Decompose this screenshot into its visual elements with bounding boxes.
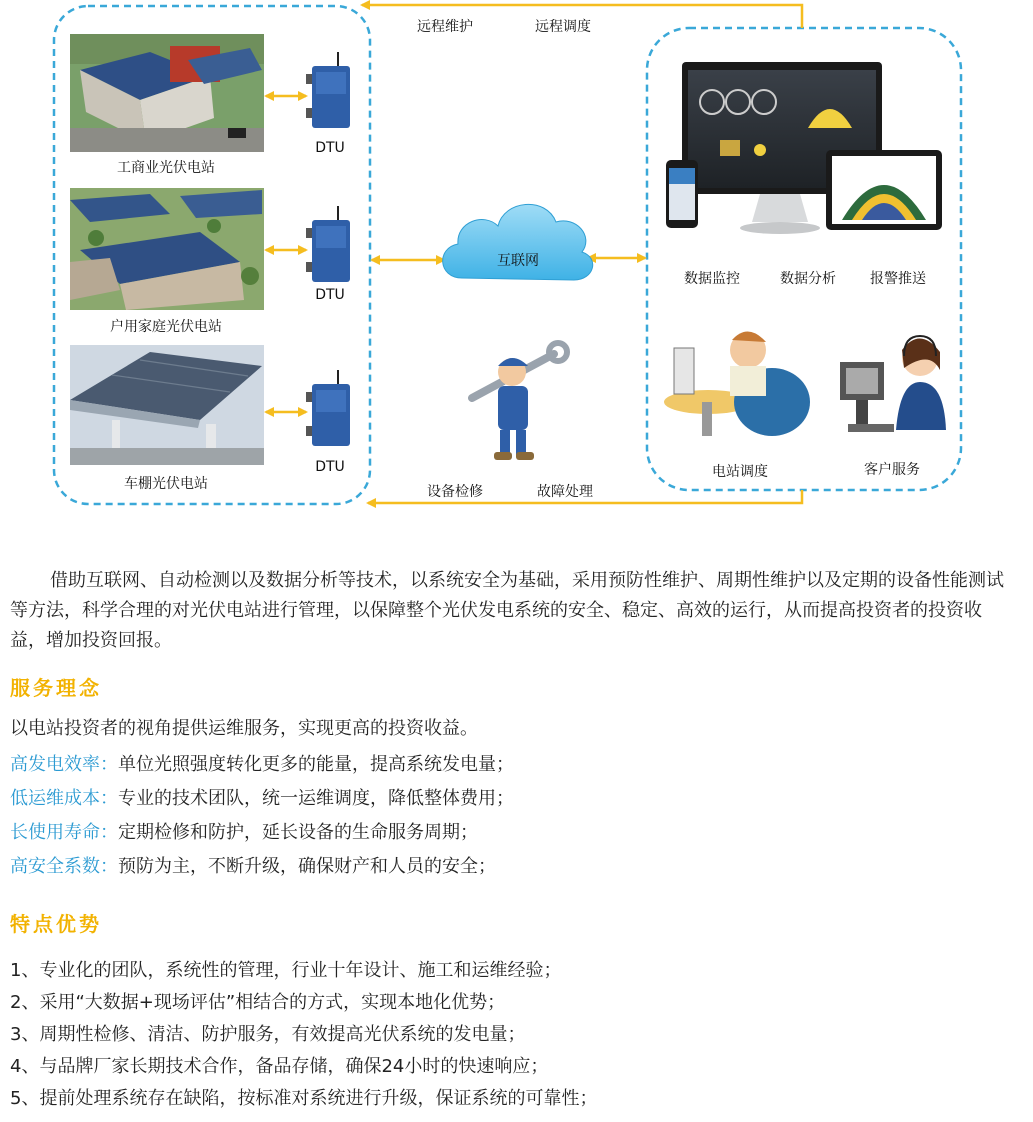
service-label-customer: 客户服务 bbox=[864, 462, 920, 478]
dtu-device-icon-2 bbox=[306, 206, 350, 282]
cloud-label: 互联网 bbox=[497, 253, 539, 269]
service-lead: 以电站投资者的视角提供运维服务，实现更高的投资收益。 bbox=[10, 718, 478, 739]
carport-station-photo bbox=[70, 345, 264, 465]
mechanic-wrench-icon bbox=[472, 343, 567, 460]
service-item-3 bbox=[10, 818, 478, 844]
dtu-label-1: DTU bbox=[315, 140, 345, 156]
residential-station-photo bbox=[70, 188, 264, 310]
feature-item-2: 2、采用“大数据+现场评估”相结合的方式，实现本地化优势； bbox=[10, 992, 506, 1013]
service-item-key: 高安全系数： bbox=[10, 856, 118, 877]
service-item-text: 专业的技术团队，统一运维调度，降低整体费用； bbox=[118, 788, 514, 809]
service-label-dispatch: 电站调度 bbox=[712, 464, 768, 480]
service-item-text: 单位光照强度转化更多的能量，提高系统发电量； bbox=[118, 754, 514, 775]
station-label-commercial: 工商业光伏电站 bbox=[117, 160, 215, 176]
service-heading: 服务理念 bbox=[10, 676, 102, 700]
dtu-label-3: DTU bbox=[315, 459, 345, 475]
dtu-label-2: DTU bbox=[315, 287, 345, 303]
service-item-key: 长使用寿命： bbox=[10, 822, 118, 843]
features-heading: 特点优势 bbox=[10, 912, 102, 936]
service-item-key: 高发电效率： bbox=[10, 754, 118, 775]
right-label-monitoring: 数据监控 bbox=[684, 271, 740, 287]
feature-item-1: 1、专业化的团队，系统性的管理，行业十年设计、施工和运维经验； bbox=[10, 960, 562, 981]
customer-service-person-icon bbox=[840, 336, 946, 432]
tablet-chart-icon bbox=[826, 150, 942, 230]
top-label-remote-dispatch: 远程调度 bbox=[535, 19, 591, 35]
top-label-remote-maintenance: 远程维护 bbox=[417, 19, 473, 35]
service-item-1 bbox=[10, 750, 514, 776]
phone-app-icon bbox=[666, 160, 698, 228]
station-label-carport: 车棚光伏电站 bbox=[124, 476, 208, 492]
feature-item-3: 3、周期性检修、清洁、防护服务，有效提高光伏系统的发电量； bbox=[10, 1024, 526, 1045]
dtu-device-icon-3 bbox=[306, 370, 350, 446]
station-label-residential: 户用家庭光伏电站 bbox=[110, 319, 222, 335]
feature-item-5: 5、提前处理系统存在缺陷，按标准对系统进行升级，保证系统的可靠性； bbox=[10, 1088, 598, 1109]
service-item-key: 低运维成本： bbox=[10, 788, 118, 809]
service-item-text: 定期检修和防护，延长设备的生命服务周期； bbox=[118, 822, 478, 843]
dtu-device-icon-1 bbox=[306, 52, 350, 128]
system-diagram bbox=[0, 0, 1033, 530]
bottom-label-fault: 故障处理 bbox=[537, 484, 593, 500]
service-item-4 bbox=[10, 852, 496, 878]
bottom-label-inspection: 设备检修 bbox=[427, 484, 483, 500]
service-item-2 bbox=[10, 784, 514, 810]
right-label-alarm: 报警推送 bbox=[870, 271, 926, 287]
commercial-station-photo bbox=[70, 34, 264, 152]
feature-item-4: 4、与品牌厂家长期技术合作，备品存储，确保24小时的快速响应； bbox=[10, 1056, 549, 1077]
right-label-analysis: 数据分析 bbox=[780, 271, 836, 287]
dispatcher-person-icon bbox=[664, 331, 810, 436]
intro-paragraph: 借助互联网、自动检测以及数据分析等技术，以系统安全为基础，采用预防性维护、周期性维护以及定期的设备性能测试等方法，科学合理的对光伏电站进行管理，以保障整个光伏发电系统的安全、稳定、高效的运行，从而提高投资者的投资收益，增加投资回报。 bbox=[10, 570, 1004, 651]
service-item-text: 预防为主，不断升级，确保财产和人员的安全； bbox=[118, 856, 496, 877]
